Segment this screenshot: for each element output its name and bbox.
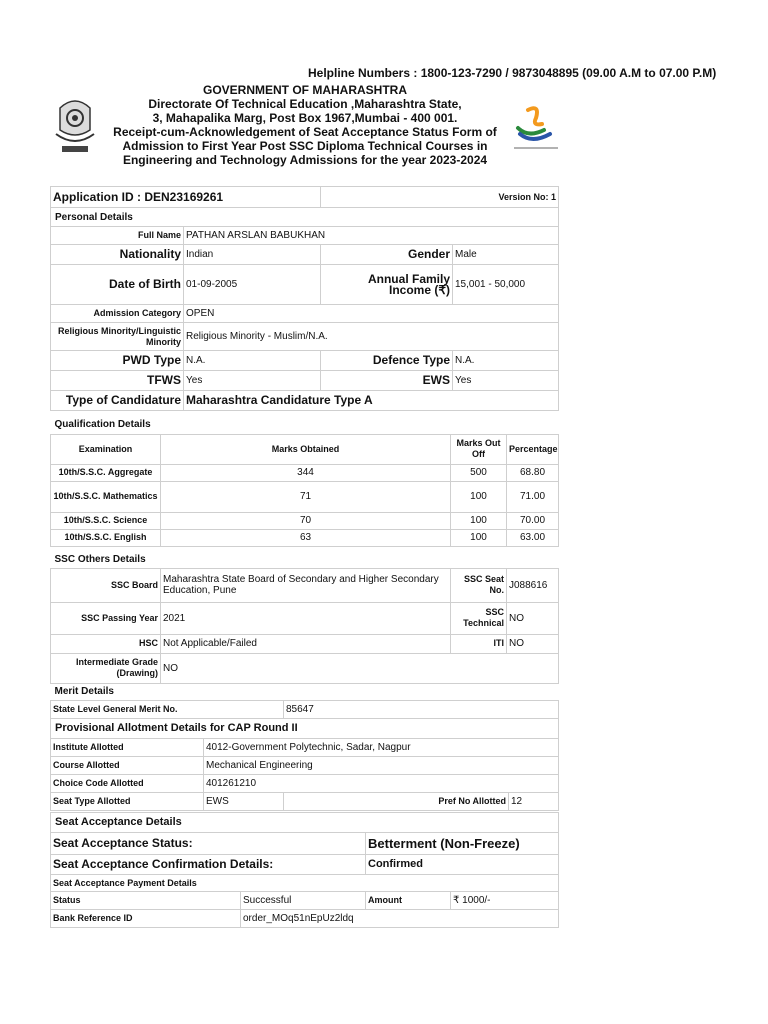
col-examination: Examination: [51, 434, 161, 464]
qualification-table: [50, 416, 559, 547]
ssc-board-label: SSC Board: [51, 568, 161, 602]
exam-name: 10th/S.S.C. Science: [51, 512, 161, 529]
allotment-title: Provisional Allotment Details for CAP Round II: [51, 718, 559, 738]
dob-value: 01-09-2005: [184, 265, 321, 305]
marks-out-off: 500: [451, 464, 507, 481]
table-row: [51, 529, 559, 546]
table-row: [51, 464, 559, 481]
hsc-label: HSC: [51, 634, 161, 653]
ews-value: Yes: [453, 371, 559, 391]
confirmation-label: Seat Acceptance Confirmation Details:: [51, 855, 366, 875]
merit-value: 85647: [284, 700, 559, 718]
exam-name: 10th/S.S.C. Mathematics: [51, 481, 161, 512]
seat-acceptance-table: [50, 812, 559, 928]
col-marks-obtained: Marks Obtained: [161, 434, 451, 464]
minority-label: Religious Minority/Linguistic Minority: [51, 323, 184, 351]
marks-obtained: 344: [161, 464, 451, 481]
document-header: [100, 83, 510, 167]
category-value: OPEN: [184, 305, 559, 323]
pref-no-value: 12: [509, 792, 559, 810]
full-name-label: Full Name: [51, 227, 184, 245]
percentage: 71.00: [507, 481, 559, 512]
seat-type-value: EWS: [204, 792, 284, 810]
table-row: [51, 512, 559, 529]
acceptance-status-label: Seat Acceptance Status:: [51, 833, 366, 855]
ssc-technical-label: SSC Technical: [451, 602, 507, 634]
course-value: Mechanical Engineering: [204, 756, 559, 774]
nationality-label: Nationality: [51, 245, 184, 265]
percentage: 68.80: [507, 464, 559, 481]
minority-value: Religious Minority - Muslim/N.A.: [184, 323, 559, 351]
institute-value: 4012-Government Polytechnic, Sadar, Nagpur: [204, 738, 559, 756]
iti-value: NO: [507, 634, 559, 653]
pwd-value: N.A.: [184, 351, 321, 371]
gender-label: Gender: [321, 245, 453, 265]
pwd-label: PWD Type: [51, 351, 184, 371]
percentage: 63.00: [507, 529, 559, 546]
full-name-value: PATHAN ARSLAN BABUKHAN: [184, 227, 559, 245]
ssc-passing-value: 2021: [161, 602, 451, 634]
candidature-label: Type of Candidature: [51, 391, 184, 411]
candidature-value: Maharashtra Candidature Type A: [184, 391, 559, 411]
income-label: Annual Family Income (₹): [321, 265, 453, 305]
marks-out-off: 100: [451, 512, 507, 529]
amount-value: ₹ 1000/-: [451, 892, 559, 910]
bank-ref-value: order_MOq51nEpUz2ldq: [241, 910, 559, 928]
iti-label: ITI: [451, 634, 507, 653]
ssc-seat-value: J088616: [507, 568, 559, 602]
personal-details-title: Personal Details: [51, 208, 559, 227]
defence-value: N.A.: [453, 351, 559, 371]
income-value: 15,001 - 50,000: [453, 265, 559, 305]
category-label: Admission Category: [51, 305, 184, 323]
acceptance-status-value: Betterment (Non-Freeze): [366, 833, 559, 855]
grade-label: Intermediate Grade (Drawing): [51, 653, 161, 683]
header-year: Engineering and Technology Admissions for the year 2023-2024: [122, 153, 488, 167]
maharashtra-emblem-icon: [50, 90, 100, 162]
ssc-others-table: [50, 551, 559, 684]
payment-status-value: Successful: [241, 892, 366, 910]
header-address: 3, Mahapalika Marg, Post Box 1967,Mumbai - 400 001.: [152, 111, 458, 125]
gender-value: Male: [453, 245, 559, 265]
institute-label: Institute Allotted: [51, 738, 204, 756]
col-percentage: Percentage: [507, 434, 559, 464]
header-receipt: Receipt-cum-Acknowledgement of Seat Acceptance Status Form of: [113, 125, 497, 139]
acceptance-title: Seat Acceptance Details: [51, 813, 559, 833]
tfws-label: TFWS: [51, 371, 184, 391]
seat-type-label: Seat Type Allotted: [51, 792, 204, 810]
merit-label: State Level General Merit No.: [51, 700, 284, 718]
ews-label: EWS: [321, 371, 453, 391]
table-row: [51, 481, 559, 512]
pref-no-label: Pref No Allotted: [284, 792, 509, 810]
header-govt: GOVERNMENT OF MAHARASHTRA: [203, 83, 407, 97]
hsc-value: Not Applicable/Failed: [161, 634, 451, 653]
amount-label: Amount: [366, 892, 451, 910]
header-admission: Admission to First Year Post SSC Diploma Technical Courses in: [122, 139, 488, 153]
marks-out-off: 100: [451, 529, 507, 546]
marks-obtained: 71: [161, 481, 451, 512]
header-directorate: Directorate Of Technical Education ,Maharashtra State,: [148, 97, 462, 111]
payment-status-label: Status: [51, 892, 241, 910]
ssc-technical-value: NO: [507, 602, 559, 634]
marks-out-off: 100: [451, 481, 507, 512]
personal-details-table: [50, 186, 559, 411]
marks-obtained: 70: [161, 512, 451, 529]
exam-name: 10th/S.S.C. Aggregate: [51, 464, 161, 481]
percentage: 70.00: [507, 512, 559, 529]
grade-value: NO: [161, 653, 559, 683]
application-id: Application ID : DEN23169261: [51, 187, 321, 208]
choice-code-label: Choice Code Allotted: [51, 774, 204, 792]
exam-name: 10th/S.S.C. English: [51, 529, 161, 546]
nationality-value: Indian: [184, 245, 321, 265]
helpline-numbers: Helpline Numbers : 1800-123-7290 / 9873048895 (09.00 A.M to 07.00 P.M): [308, 66, 717, 80]
dob-label: Date of Birth: [51, 265, 184, 305]
ssc-passing-label: SSC Passing Year: [51, 602, 161, 634]
confirmation-value: Confirmed: [366, 855, 559, 875]
ssc-board-value: Maharashtra State Board of Secondary and Higher Secondary Education, Pune: [161, 568, 451, 602]
allotment-table: [50, 684, 559, 811]
version-number: Version No: 1: [321, 187, 559, 208]
ssc-others-title: SSC Others Details: [54, 553, 146, 565]
merit-title: Merit Details: [54, 686, 114, 698]
qualification-title: Qualification Details: [54, 419, 151, 431]
marks-obtained: 63: [161, 529, 451, 546]
ssc-seat-label: SSC Seat No.: [451, 568, 507, 602]
choice-code-value: 401261210: [204, 774, 559, 792]
course-label: Course Allotted: [51, 756, 204, 774]
bank-ref-label: Bank Reference ID: [51, 910, 241, 928]
dte-logo-icon: [506, 104, 566, 154]
payment-title: Seat Acceptance Payment Details: [51, 875, 559, 892]
defence-label: Defence Type: [321, 351, 453, 371]
col-marks-out-off: Marks Out Off: [451, 434, 507, 464]
tfws-value: Yes: [184, 371, 321, 391]
